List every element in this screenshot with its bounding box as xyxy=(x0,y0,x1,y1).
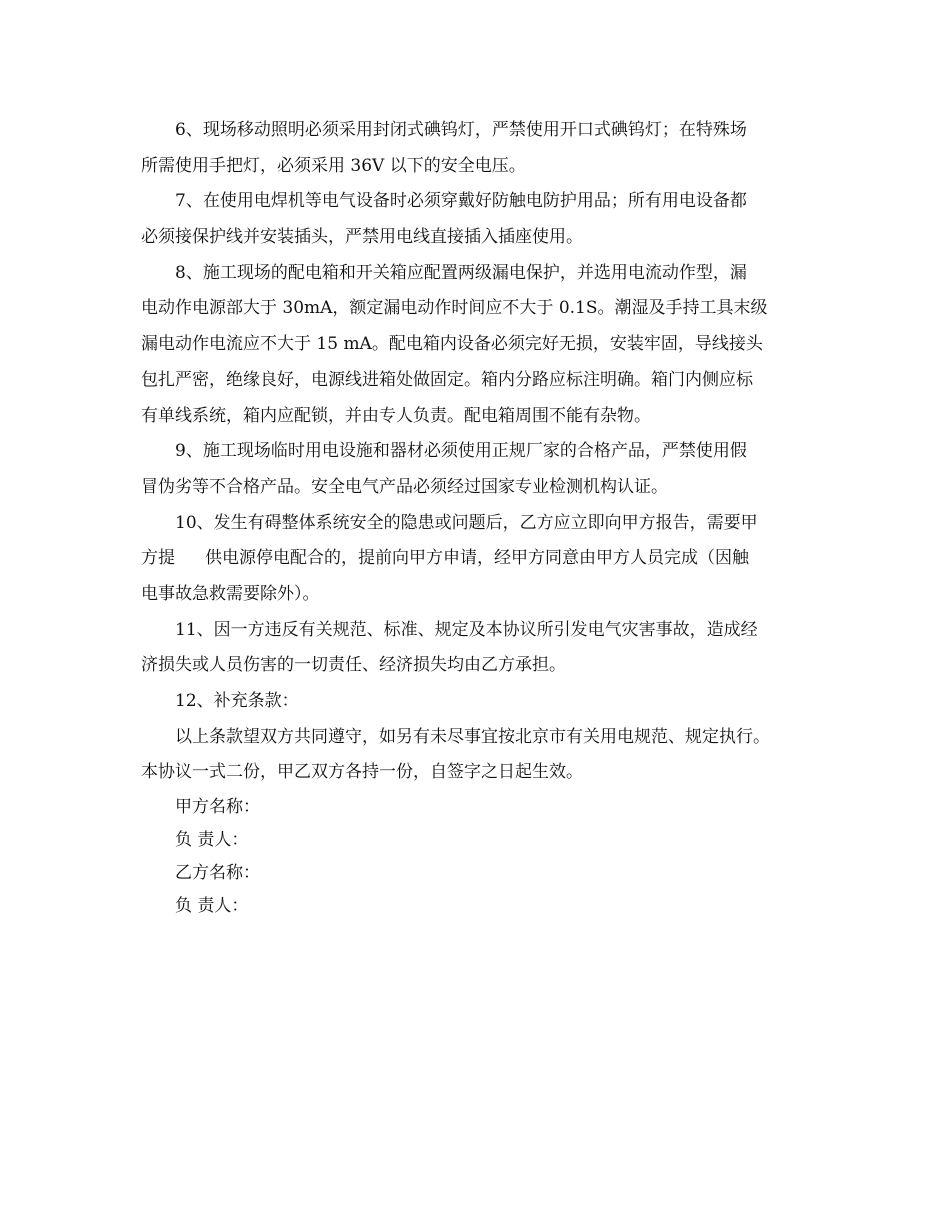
clause-12-line-1: 12、补充条款： xyxy=(175,691,299,711)
clause-7-line-2: 必须接保护线并安装插头，严禁用电线直接插入插座使用。 xyxy=(141,227,583,248)
clause-8-line-2: 电动作电源部大于 30mA，额定漏电动作时间应不大于 0.1S。潮湿及手持工具末级 xyxy=(141,298,768,319)
clause-8-line-4: 包扎严密，绝缘良好，电源线进箱处做固定。箱内分路应标注明确。箱门内侧应标 xyxy=(141,369,753,390)
party-b-name-label: 乙方名称： xyxy=(175,863,260,884)
signature-block xyxy=(141,791,831,923)
closing-paragraph xyxy=(141,720,831,791)
clause-12-paragraph xyxy=(141,684,831,720)
clause-10-paragraph xyxy=(141,506,831,613)
clause-6-paragraph xyxy=(141,113,831,184)
party-b-person-label: 负 责人： xyxy=(175,896,249,917)
clause-10-line-2-start: 方提 xyxy=(141,548,175,569)
clause-9-paragraph xyxy=(141,434,831,505)
clause-10-line-3: 电事故急救需要除外）。 xyxy=(141,583,320,604)
clause-10-line-2-end: 供电源停电配合的，提前向甲方申请，经甲方同意由甲方人员完成（因触 xyxy=(205,548,749,569)
clause-9-line-2: 冒伪劣等不合格产品。安全电气产品必须经过国家专业检测机构认证。 xyxy=(141,476,668,497)
clause-8-line-3: 漏电动作电流应不大于 15 mA。配电箱内设备必须完好无损，安装牢固，导线接头 xyxy=(141,334,763,355)
closing-line-2: 本协议一式二份，甲乙双方各持一份，自签字之日起生效。 xyxy=(141,762,583,783)
clause-8-line-5: 有单线系统，箱内应配锁，并由专人负责。配电箱周围不能有杂物。 xyxy=(141,405,651,426)
party-a-person-label: 负 责人： xyxy=(175,830,249,851)
clause-11-paragraph xyxy=(141,613,831,684)
clause-9-line-1: 9、施工现场临时用电设施和器材必须使用正规厂家的合格产品，严禁使用假 xyxy=(175,441,747,462)
clause-7-paragraph xyxy=(141,184,831,255)
clause-6-line-1: 6、现场移动照明必须采用封闭式碘钨灯，严禁使用开口式碘钨灯；在特殊场 xyxy=(175,120,747,140)
document-body xyxy=(141,113,831,923)
clause-10-line-1: 10、发生有碍整体系统安全的隐患或问题后，乙方应立即向甲方报告，需要甲 xyxy=(175,512,758,533)
clause-11-line-1: 11、因一方违反有关规范、标准、规定及本协议所引发电气灾害事故，造成经 xyxy=(175,619,758,640)
clause-11-line-2: 济损失或人员伤害的一切责任、经济损失均由乙方承担。 xyxy=(141,655,566,676)
clause-7-line-1: 7、在使用电焊机等电气设备时必须穿戴好防触电防护用品；所有用电设备都 xyxy=(175,191,747,212)
clause-8-paragraph xyxy=(141,256,831,434)
party-a-name-label: 甲方名称： xyxy=(175,797,260,818)
clause-6-line-2: 所需使用手把灯，必须采用 36V 以下的安全电压。 xyxy=(141,155,526,176)
clause-8-line-1: 8、施工现场的配电箱和开关箱应配置两级漏电保护，并选用电流动作型，漏 xyxy=(175,262,747,283)
closing-line-1: 以上条款望双方共同遵守，如另有未尽事宜按北京市有关用电规范、规定执行。 xyxy=(175,726,770,747)
clause-10-line-2 xyxy=(141,541,831,577)
